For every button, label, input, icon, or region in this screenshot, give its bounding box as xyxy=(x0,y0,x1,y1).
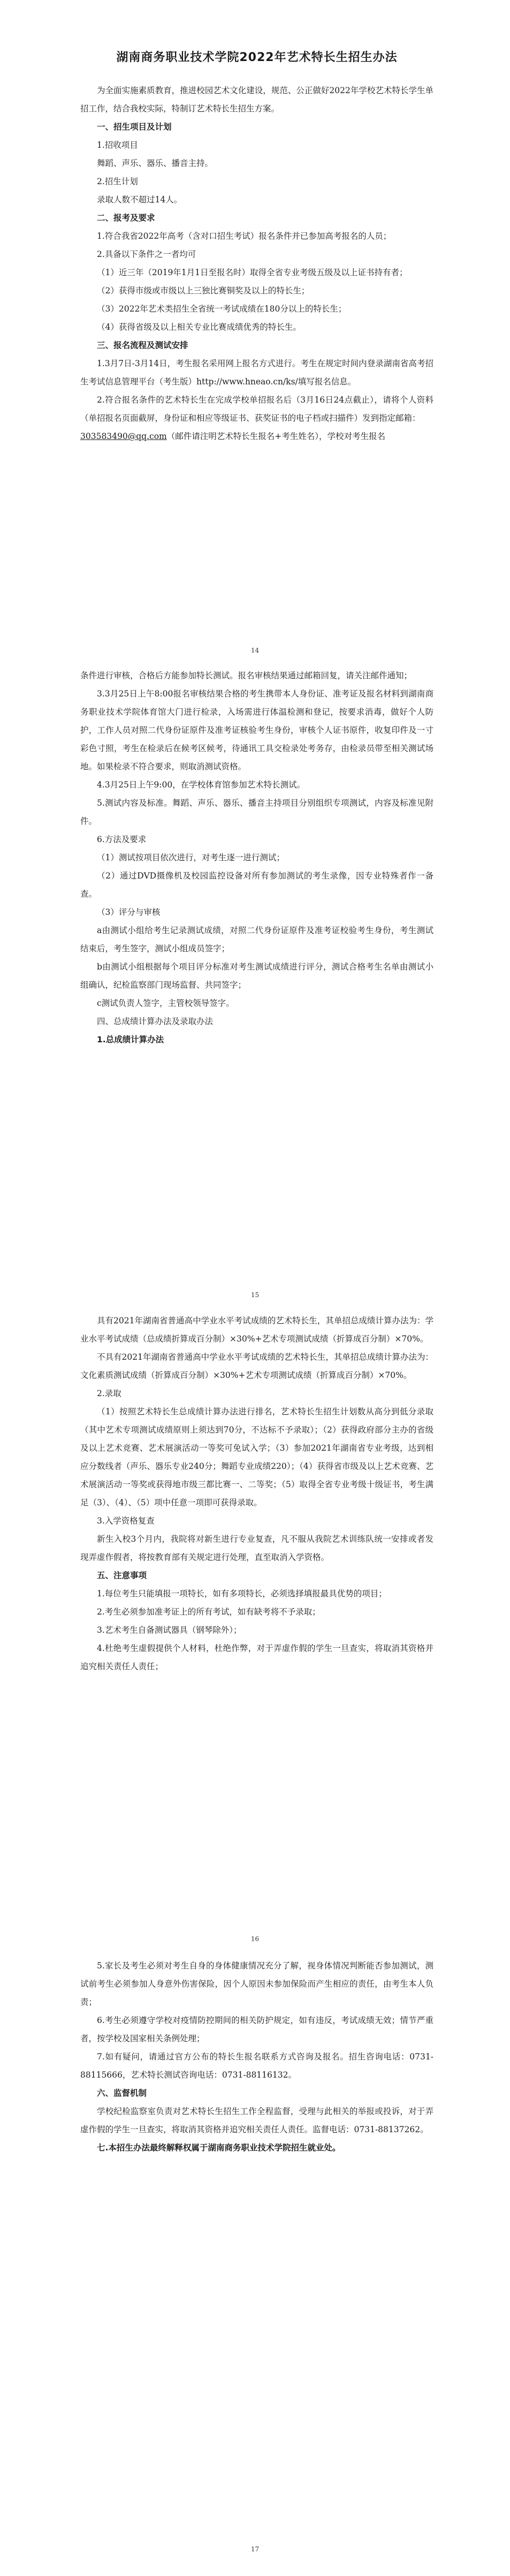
paragraph: （1）按照艺术特长生总成绩计算办法进行排名，艺术特长生招生计划数从高分到低分录取（其中艺术专项测试成绩原则上须达到70分，不达标不予录取）；（2）获得政府部分主办的省级及以上艺术竞赛、艺术展演活动一等奖可免试入学；（3）参加2021年湖南省专业考级，达到相应分数线者（声乐、器乐专业240分；舞蹈专业成绩220）；（4）获得省市级及以上艺术竞赛、艺术展演活动一等奖或获得地市级三都比赛一、二等奖；（5）取得全省专业考级十级证书，考生满足（3）、（4）、（5）项中任意一项即可获得录取。 xyxy=(80,1407,433,1507)
paragraph: 不具有2021年湖南省普通高中学业水平考试成绩的艺术特长生，其单招总成绩计算办法为：文化素质测试成绩（折算成百分制）×30%+艺术专项测试成绩（折算成百分制）×70%。 xyxy=(80,1352,433,1380)
paragraph: 四、总成绩计算办法及录取办法 xyxy=(97,1017,214,1026)
paragraph: 学校纪检监察室负责对艺术特长生招生工作全程监督，受理与此相关的举报或投诉，对于弄虚作假的学生一旦查实，将取消其资格并追究相关责任人责任。监督电话：0731-88137262。 xyxy=(80,2107,433,2134)
heading-scoring: 1.总成绩计算办法 xyxy=(97,1035,164,1044)
document-title: 湖南商务职业技术学院2022年艺术特长生招生办法 xyxy=(116,51,398,64)
paragraph: 6.考生必须遵守学校对疫情防控期间的相关防护规定，如有违反，考试成绩无效；情节严重者，按学校及国家相关条例处理； xyxy=(80,2016,433,2043)
paragraph: 1.3月7日-3月14日，考生报名采用网上报名方式进行。考生在规定时间内登录湖南省高考招生考试信息管理平台（考生版）http://www.hneao.cn/ks/填写报名信息。 xyxy=(80,359,433,387)
heading-supervision: 六、监督机制 xyxy=(97,2088,147,2098)
heading-requirements: 二、报考及要求 xyxy=(97,213,155,223)
paragraph: （4）获得省级及以上相关专业比赛成绩优秀的特长生。 xyxy=(97,322,301,332)
page-number: 15 xyxy=(250,1291,260,1299)
paragraph: 2.考生必须参加准考证上的所有考试，如有缺考将不予录取； xyxy=(97,1607,321,1617)
page-number: 14 xyxy=(250,647,260,654)
paragraph: （1）测试按项目依次进行，对考生逐一进行测试； xyxy=(97,853,285,862)
section-scoring-continued xyxy=(80,1312,433,1676)
paragraph: 条件进行审核，合格后方能参加特长测试。报名审核结果通过邮箱回复，请关注邮件通知； xyxy=(80,671,413,680)
paragraph: 1.符合我省2022年高考（含对口招生考试）报名条件并已参加高考报名的人员； xyxy=(97,231,392,241)
email-line xyxy=(80,427,433,445)
intro-paragraph: 为全面实施素质教育，推进校园艺术文化建设，规范、公正做好2022年学校艺术特长学生单招工作，结合我校实际，特制订艺术特长生招生方案。 xyxy=(80,86,433,113)
page-number: 16 xyxy=(250,1935,260,1943)
heading-notes: 五、注意事项 xyxy=(97,1571,147,1580)
section-intro xyxy=(80,81,433,445)
paragraph: （3）评分与审核 xyxy=(97,907,161,917)
paragraph: 3.入学资格复查 xyxy=(97,1516,155,1526)
email-line-tail: （邮件请注明艺术特长生报名+考生姓名），学校对考生报名 xyxy=(166,431,385,441)
section-registration-continued xyxy=(80,666,433,1049)
paragraph: 2.具备以下条件之一者均可 xyxy=(97,249,196,259)
paragraph: 1.招收项目 xyxy=(97,140,138,150)
paragraph: c测试负责人签字，主管校领导签字。 xyxy=(97,998,234,1008)
paragraph: 5.测试内容及标准。舞蹈、声乐、器乐、播音主持项目分别组织专项测试，内容及标准见附件。 xyxy=(80,798,433,826)
paragraph: 录取人数不超过14人。 xyxy=(97,195,182,204)
paragraph: （3）2022年艺术类招生全省统一考试成绩在180分以上的特长生； xyxy=(97,304,347,314)
paragraph: （2）通过DVD摄像机及校园监控设备对所有参加测试的考生录像，因专业特殊者作一备查。 xyxy=(80,871,433,899)
heading-interpretation: 七.本招生办法最终解释权属于湖南商务职业技术学院招生就业处。 xyxy=(97,2143,341,2153)
heading-registration: 三、报名流程及测试安排 xyxy=(97,340,188,350)
paragraph: 4.3月25日上午9:00，在学校体育馆参加艺术特长测试。 xyxy=(97,780,306,790)
paragraph: 7.如有疑问，请通过官方公布的特长生报名联系方式咨询及报名。招生咨询电话：0731-88115666，艺术特长测试咨询电话：0731-88116132。 xyxy=(80,2052,433,2080)
paragraph: 2.录取 xyxy=(97,1389,121,1398)
paragraph: 2.符合报名条件的艺术特长生在完成学校单招报名后（3月16日24点截止），请将个人资料（单招报名页面截屏，身份证和相应等级证书、获奖证书的电子档或扫描件）发到指定邮箱： xyxy=(80,395,433,423)
paragraph: 具有2021年湖南省普通高中学业水平考试成绩的艺术特长生，其单招总成绩计算办法为：学业水平考试成绩（总成绩折算成百分制）×30%+艺术专项测试成绩（折算成百分制）×70%。 xyxy=(80,1316,433,1344)
section-notes-continued xyxy=(80,1957,433,2157)
paragraph: 新生入校3个月内，我院将对新生进行专业复查，凡不服从我院艺术训练队统一安排或者发现弄虚作假者，将按教育部有关规定进行处理，直至取消入学资格。 xyxy=(80,1534,433,1562)
email-link[interactable]: 303583490@qq.com xyxy=(80,431,167,441)
paragraph: 3.艺术考生自备测试器具（钢琴除外）； xyxy=(97,1625,242,1635)
paragraph: （2）获得市级或市级以上三独比赛铜奖及以上的特长生； xyxy=(97,286,310,296)
paragraph: 4.杜绝考生虚假提供个人材料，杜绝作弊，对于弄虚作假的学生一旦查实，将取消其资格并追究相关责任人责任； xyxy=(80,1643,433,1671)
paragraph: 1.每位考生只能填报一项特长，如有多项特长，必须选择填报最具优势的项目； xyxy=(97,1589,387,1598)
paragraph: 5.家长及考生必须对考生自身的身体健康情况充分了解，视身体情况判断能否参加测试，测试前考生必须参加人身意外伤害保险，因个人原因未参加保险而产生相应的责任，由考生本人负责； xyxy=(80,1961,433,2007)
paragraph: b由测试小组根据每个项目评分标准对考生测试成绩进行评分，测试合格考生名单由测试小组确认，纪检监察部门现场监督、共同签字； xyxy=(80,962,433,990)
title-block xyxy=(80,48,433,65)
paragraph: 3.3月25日上午8:00报名审核结果合格的考生携带本人身份证、准考证及报名材料到湖南商务职业技术学院体育馆大门进行检录，入场需进行体温检测和登记，按要求消毒，做好个人防护，工作人员对照二代身份证原件及准考证核验考生身份，审核个人证书原件，收复印件及一寸彩色寸照，考生在检录后在候考区候考，待通讯工具交检录处考务存，由检录员带至相关测试场地。如果检录不符合要求，则取消测试资格。 xyxy=(80,689,433,771)
paragraph: a由测试小组给考生记录测试成绩，对照二代身份证原件及准考证校验考生身份，考生测试结束后，考生签字，测试小组成员签字； xyxy=(80,926,433,953)
paragraph: 2.招生计划 xyxy=(97,177,138,186)
heading-plan: 一、招生项目及计划 xyxy=(97,122,172,132)
paragraph: （1）近三年（2019年1月1日至报名时）取得全省专业考级五级及以上证书持有者； xyxy=(97,268,408,277)
paragraph: 舞蹈、声乐、器乐、播音主持。 xyxy=(97,158,214,168)
paragraph: 6.方法及要求 xyxy=(97,835,147,844)
page-number: 17 xyxy=(250,2545,260,2553)
